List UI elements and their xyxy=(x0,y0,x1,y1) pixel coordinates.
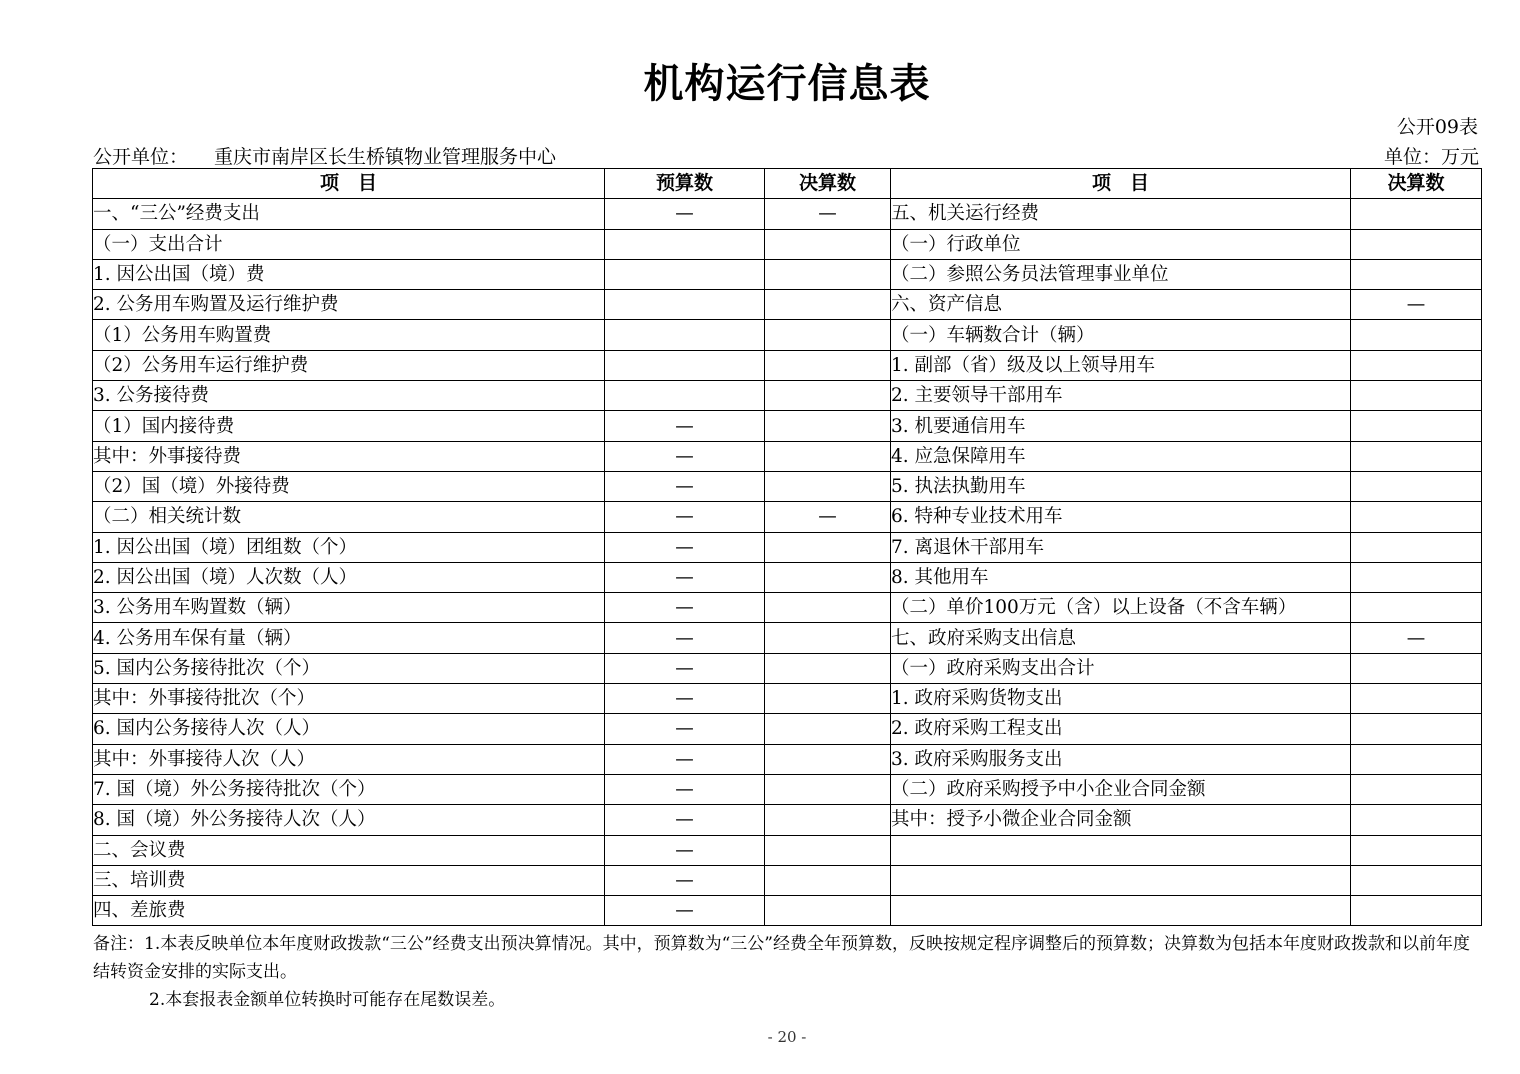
budget-value: — xyxy=(605,684,765,714)
left-item: 1. 因公出国（境）团组数（个） xyxy=(93,532,605,562)
left-item: （1）国内接待费 xyxy=(93,411,605,441)
budget-value: — xyxy=(605,441,765,471)
table-row xyxy=(93,502,1482,532)
right-item: 8. 其他用车 xyxy=(891,562,1351,592)
form-number: 公开09表 xyxy=(1396,116,1478,138)
table-row xyxy=(93,259,1482,289)
left-item: 其中：外事接待批次（个） xyxy=(93,684,605,714)
right-final-value xyxy=(1351,684,1482,714)
right-final-value xyxy=(1351,502,1482,532)
right-final-value xyxy=(1351,593,1482,623)
right-final-value: — xyxy=(1351,623,1482,653)
table-row xyxy=(93,199,1482,229)
table-row xyxy=(93,684,1482,714)
right-final-value xyxy=(1351,714,1482,744)
budget-value: — xyxy=(605,835,765,865)
table-row xyxy=(93,350,1482,380)
final-value: — xyxy=(765,502,891,532)
left-item: 4. 公务用车保有量（辆） xyxy=(93,623,605,653)
left-item: 7. 国（境）外公务接待批次（个） xyxy=(93,774,605,804)
header-item-right: 项 目 xyxy=(891,169,1351,199)
final-value xyxy=(765,320,891,350)
table-row xyxy=(93,441,1482,471)
budget-value: — xyxy=(605,744,765,774)
final-value xyxy=(765,805,891,835)
right-final-value xyxy=(1351,320,1482,350)
budget-value xyxy=(605,320,765,350)
unit-info-row xyxy=(93,142,1479,168)
final-value xyxy=(765,835,891,865)
right-item: 3. 政府采购服务支出 xyxy=(891,744,1351,774)
right-item: （一）车辆数合计（辆） xyxy=(891,320,1351,350)
right-final-value xyxy=(1351,805,1482,835)
left-item: 三、培训费 xyxy=(93,865,605,895)
budget-value: — xyxy=(605,593,765,623)
header-budget: 预算数 xyxy=(605,169,765,199)
right-item: （一）行政单位 xyxy=(891,229,1351,259)
final-value xyxy=(765,562,891,592)
left-item: 四、差旅费 xyxy=(93,896,605,926)
right-item: （一）政府采购支出合计 xyxy=(891,653,1351,683)
right-item: 五、机关运行经费 xyxy=(891,199,1351,229)
table-row xyxy=(93,744,1482,774)
right-item: 5. 执法执勤用车 xyxy=(891,471,1351,501)
final-value xyxy=(765,896,891,926)
final-value xyxy=(765,865,891,895)
left-item: 2. 公务用车购置及运行维护费 xyxy=(93,290,605,320)
budget-value xyxy=(605,259,765,289)
table-row xyxy=(93,865,1482,895)
table-row xyxy=(93,623,1482,653)
right-item: （二）参照公务员法管理事业单位 xyxy=(891,259,1351,289)
right-final-value xyxy=(1351,532,1482,562)
left-item: 5. 国内公务接待批次（个） xyxy=(93,653,605,683)
reporting-unit-name: 重庆市南岸区长生桥镇物业管理服务中心 xyxy=(214,146,557,168)
budget-value: — xyxy=(605,774,765,804)
left-item: 其中：外事接待费 xyxy=(93,441,605,471)
right-item xyxy=(891,835,1351,865)
final-value xyxy=(765,411,891,441)
header-final-right: 决算数 xyxy=(1351,169,1482,199)
budget-value xyxy=(605,350,765,380)
table-row xyxy=(93,381,1482,411)
budget-value: — xyxy=(605,411,765,441)
final-value xyxy=(765,229,891,259)
budget-value: — xyxy=(605,502,765,532)
left-item: 2. 因公出国（境）人次数（人） xyxy=(93,562,605,592)
left-item: 二、会议费 xyxy=(93,835,605,865)
right-final-value xyxy=(1351,199,1482,229)
budget-value: — xyxy=(605,653,765,683)
right-item: 7. 离退休干部用车 xyxy=(891,532,1351,562)
budget-value: — xyxy=(605,805,765,835)
right-item: 4. 应急保障用车 xyxy=(891,441,1351,471)
final-value xyxy=(765,593,891,623)
budget-value: — xyxy=(605,865,765,895)
right-final-value xyxy=(1351,562,1482,592)
budget-value: — xyxy=(605,896,765,926)
left-item: （二）相关统计数 xyxy=(93,502,605,532)
note-line-2: 2.本套报表金额单位转换时可能存在尾数误差。 xyxy=(149,990,506,1010)
right-item: 1. 副部（省）级及以上领导用车 xyxy=(891,350,1351,380)
final-value: — xyxy=(765,199,891,229)
budget-value xyxy=(605,229,765,259)
budget-value: — xyxy=(605,562,765,592)
right-item: （二）政府采购授予中小企业合同金额 xyxy=(891,774,1351,804)
right-item xyxy=(891,865,1351,895)
table-row xyxy=(93,562,1482,592)
table-row xyxy=(93,593,1482,623)
budget-value: — xyxy=(605,199,765,229)
right-item: 六、资产信息 xyxy=(891,290,1351,320)
left-item: 3. 公务用车购置数（辆） xyxy=(93,593,605,623)
table-row xyxy=(93,290,1482,320)
right-final-value xyxy=(1351,835,1482,865)
budget-value: — xyxy=(605,471,765,501)
right-final-value xyxy=(1351,411,1482,441)
right-final-value xyxy=(1351,471,1482,501)
table-row xyxy=(93,411,1482,441)
right-item: 3. 机要通信用车 xyxy=(891,411,1351,441)
budget-value: — xyxy=(605,532,765,562)
table-row xyxy=(93,532,1482,562)
notes-section xyxy=(93,930,1481,1014)
table-row xyxy=(93,471,1482,501)
table-header-row xyxy=(93,169,1482,199)
final-value xyxy=(765,744,891,774)
left-item: 一、“三公”经费支出 xyxy=(93,199,605,229)
right-final-value xyxy=(1351,259,1482,289)
table-row xyxy=(93,805,1482,835)
budget-value: — xyxy=(605,714,765,744)
left-item: 其中：外事接待人次（人） xyxy=(93,744,605,774)
final-value xyxy=(765,684,891,714)
right-item: 七、政府采购支出信息 xyxy=(891,623,1351,653)
right-final-value xyxy=(1351,774,1482,804)
right-item xyxy=(891,896,1351,926)
right-final-value xyxy=(1351,865,1482,895)
header-final: 决算数 xyxy=(765,169,891,199)
header-item: 项 目 xyxy=(93,169,605,199)
budget-value xyxy=(605,290,765,320)
table-row xyxy=(93,229,1482,259)
table-row xyxy=(93,714,1482,744)
final-value xyxy=(765,653,891,683)
right-final-value xyxy=(1351,350,1482,380)
right-final-value xyxy=(1351,653,1482,683)
left-item: 1. 因公出国（境）费 xyxy=(93,259,605,289)
currency-unit: 单位：万元 xyxy=(1383,146,1479,168)
table-row xyxy=(93,653,1482,683)
reporting-unit-label: 公开单位： xyxy=(93,146,189,168)
right-item: 1. 政府采购货物支出 xyxy=(891,684,1351,714)
right-final-value xyxy=(1351,381,1482,411)
left-item: （2）公务用车运行维护费 xyxy=(93,350,605,380)
right-final-value: — xyxy=(1351,290,1482,320)
left-item: 6. 国内公务接待人次（人） xyxy=(93,714,605,744)
reporting-unit xyxy=(93,142,556,169)
note-line-1: 备注：1.本表反映单位本年度财政拨款“三公”经费支出预决算情况。其中，预算数为“三公”经费全年预算数，反映按规定程序调整后的预算数；决算数为包括本年度财政拨款和以前年度结转资金安排的实际支出。 xyxy=(93,934,1470,982)
right-item: 2. 主要领导干部用车 xyxy=(891,381,1351,411)
final-value xyxy=(765,259,891,289)
right-final-value xyxy=(1351,229,1482,259)
page-title: 机构运行信息表 xyxy=(643,60,931,107)
final-value xyxy=(765,774,891,804)
left-item: （一）支出合计 xyxy=(93,229,605,259)
budget-value xyxy=(605,381,765,411)
final-value xyxy=(765,471,891,501)
info-table xyxy=(92,168,1482,926)
right-final-value xyxy=(1351,896,1482,926)
page-number: - 20 - xyxy=(767,1028,807,1046)
final-value xyxy=(765,381,891,411)
right-item: 6. 特种专业技术用车 xyxy=(891,502,1351,532)
right-item: （二）单价100万元（含）以上设备（不含车辆） xyxy=(891,593,1351,623)
right-item: 其中：授予小微企业合同金额 xyxy=(891,805,1351,835)
table-row xyxy=(93,774,1482,804)
left-item: （2）国（境）外接待费 xyxy=(93,471,605,501)
table-row xyxy=(93,896,1482,926)
table-row xyxy=(93,835,1482,865)
final-value xyxy=(765,290,891,320)
right-item: 2. 政府采购工程支出 xyxy=(891,714,1351,744)
final-value xyxy=(765,532,891,562)
final-value xyxy=(765,350,891,380)
right-final-value xyxy=(1351,744,1482,774)
final-value xyxy=(765,441,891,471)
left-item: 3. 公务接待费 xyxy=(93,381,605,411)
final-value xyxy=(765,623,891,653)
left-item: 8. 国（境）外公务接待人次（人） xyxy=(93,805,605,835)
final-value xyxy=(765,714,891,744)
left-item: （1）公务用车购置费 xyxy=(93,320,605,350)
budget-value: — xyxy=(605,623,765,653)
table-row xyxy=(93,320,1482,350)
right-final-value xyxy=(1351,441,1482,471)
